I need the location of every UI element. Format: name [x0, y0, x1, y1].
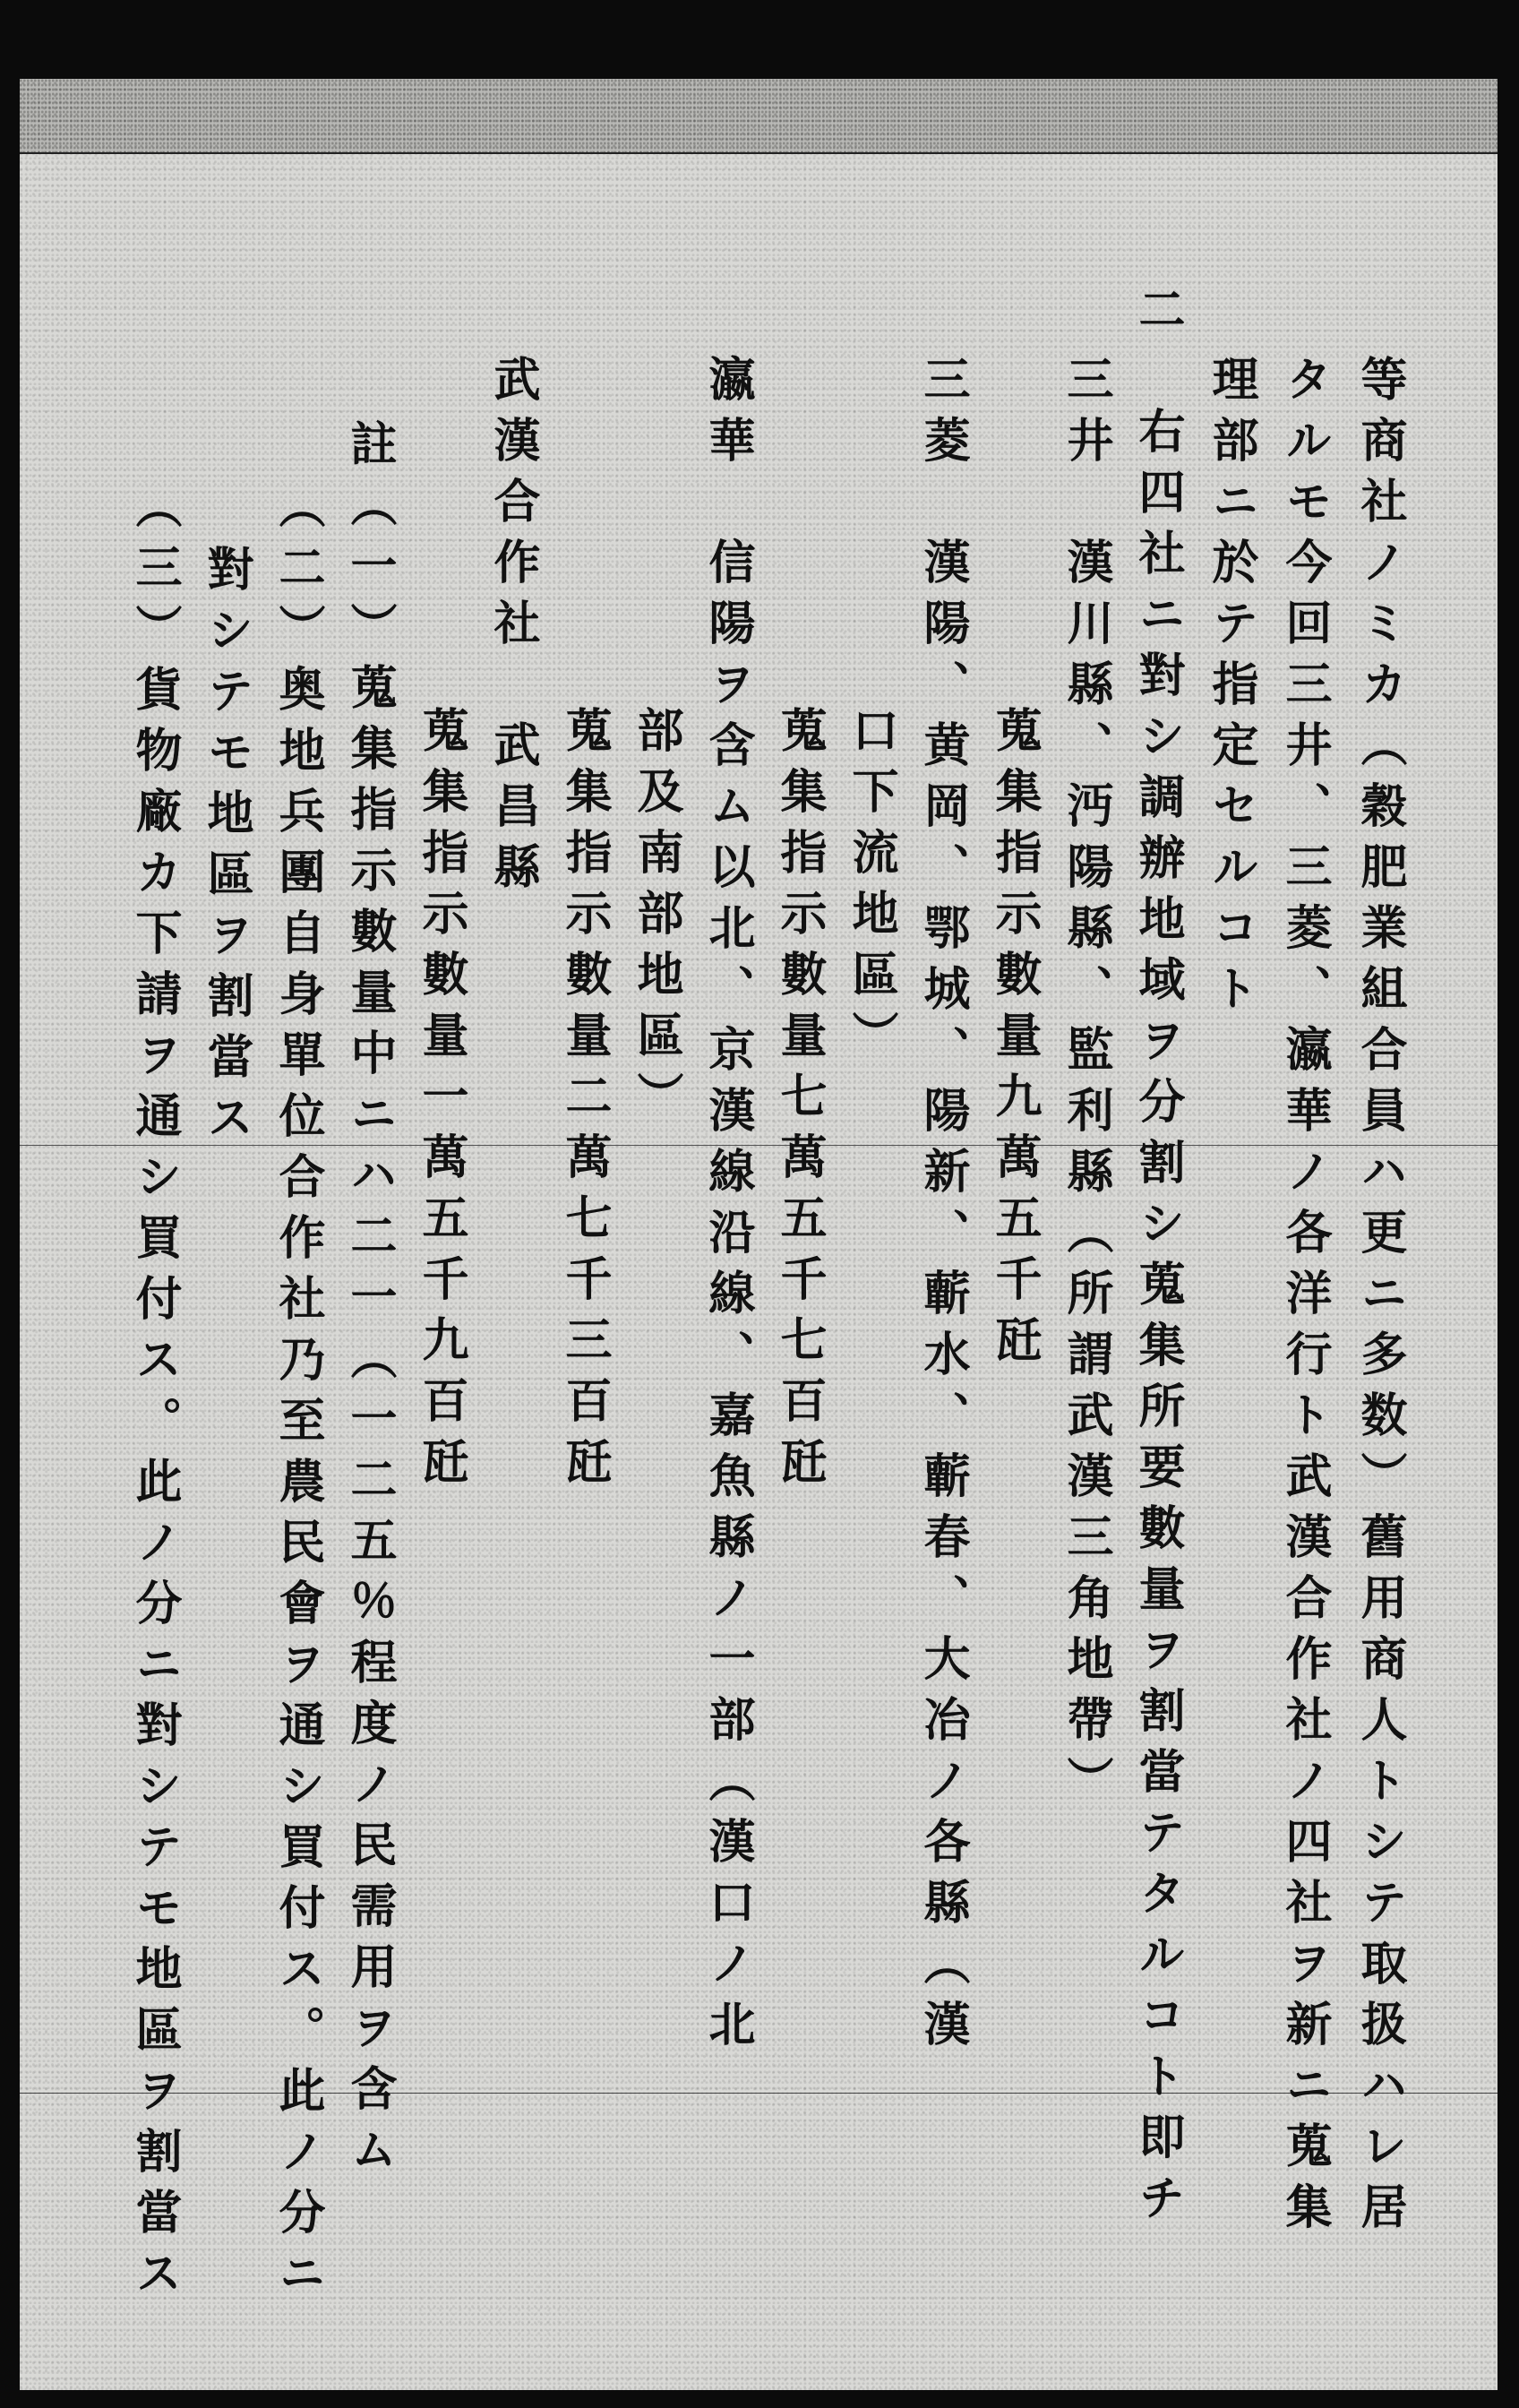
- rule-line-top: [20, 152, 1498, 154]
- text-column-2: タルモ今回三井、三菱、瀛華ノ各洋行ト武漢合作社ノ四社ヲ新ニ蒐集: [1277, 355, 1332, 2243]
- text-column-4: 二 右四社ニ對シ調辦地域ヲ分割シ蒐集所要數量ヲ割當テタルコト即チ: [1130, 285, 1185, 2234]
- rule-line-bottom: [20, 2093, 1498, 2094]
- text-column-17: 對シテモ地區ヲ割當ス: [199, 545, 253, 1154]
- text-column-6: 蒐集指示數量九萬五千瓩: [987, 706, 1042, 1376]
- text-column-5: 三井 漢川縣、沔陽縣、監利縣（所謂武漢三角地帶）: [1059, 355, 1113, 1817]
- text-column-15: 註（一）蒐集指示數量中ニハ二一（一二五％程度ノ民需用ヲ含ム: [342, 419, 397, 2186]
- text-column-9: 蒐集指示數量七萬五千七百瓩: [772, 706, 827, 1498]
- text-column-11: 部及南部地區）: [629, 706, 683, 1132]
- document-page: [20, 79, 1498, 2390]
- text-column-10: 瀛華 信陽ヲ含ム以北、京漢線沿線、嘉魚縣ノ一部（漢口ノ北: [700, 355, 755, 2060]
- text-column-14: 蒐集指示數量一萬五千九百瓩: [414, 706, 468, 1498]
- text-column-8: 口下流地區）: [844, 706, 898, 1071]
- text-column-3: 理部ニ於テ指定セルコト: [1204, 355, 1258, 1025]
- text-column-12: 蒐集指示數量二萬七千三百瓩: [557, 706, 612, 1498]
- text-column-1: 等商社ノミカ（穀肥業組合員ハ更ニ多数）舊用商人トシテ取扱ハレ居: [1352, 355, 1407, 2243]
- text-column-7: 三菱 漢陽、黄岡、鄂城、陽新、蘄水、蘄春、大冶ノ各縣（漢: [915, 355, 970, 2060]
- scan-header-band: [20, 79, 1498, 152]
- text-column-16: （二）奥地兵團自身單位合作社乃至農民會ヲ通シ買付ス。此ノ分ニ: [270, 482, 325, 2309]
- text-column-13: 武漢合作社 武昌縣: [485, 355, 540, 903]
- text-column-18: （三）貨物廠カ下請ヲ通シ買付ス。此ノ分ニ對シテモ地區ヲ割當ス: [127, 482, 182, 2309]
